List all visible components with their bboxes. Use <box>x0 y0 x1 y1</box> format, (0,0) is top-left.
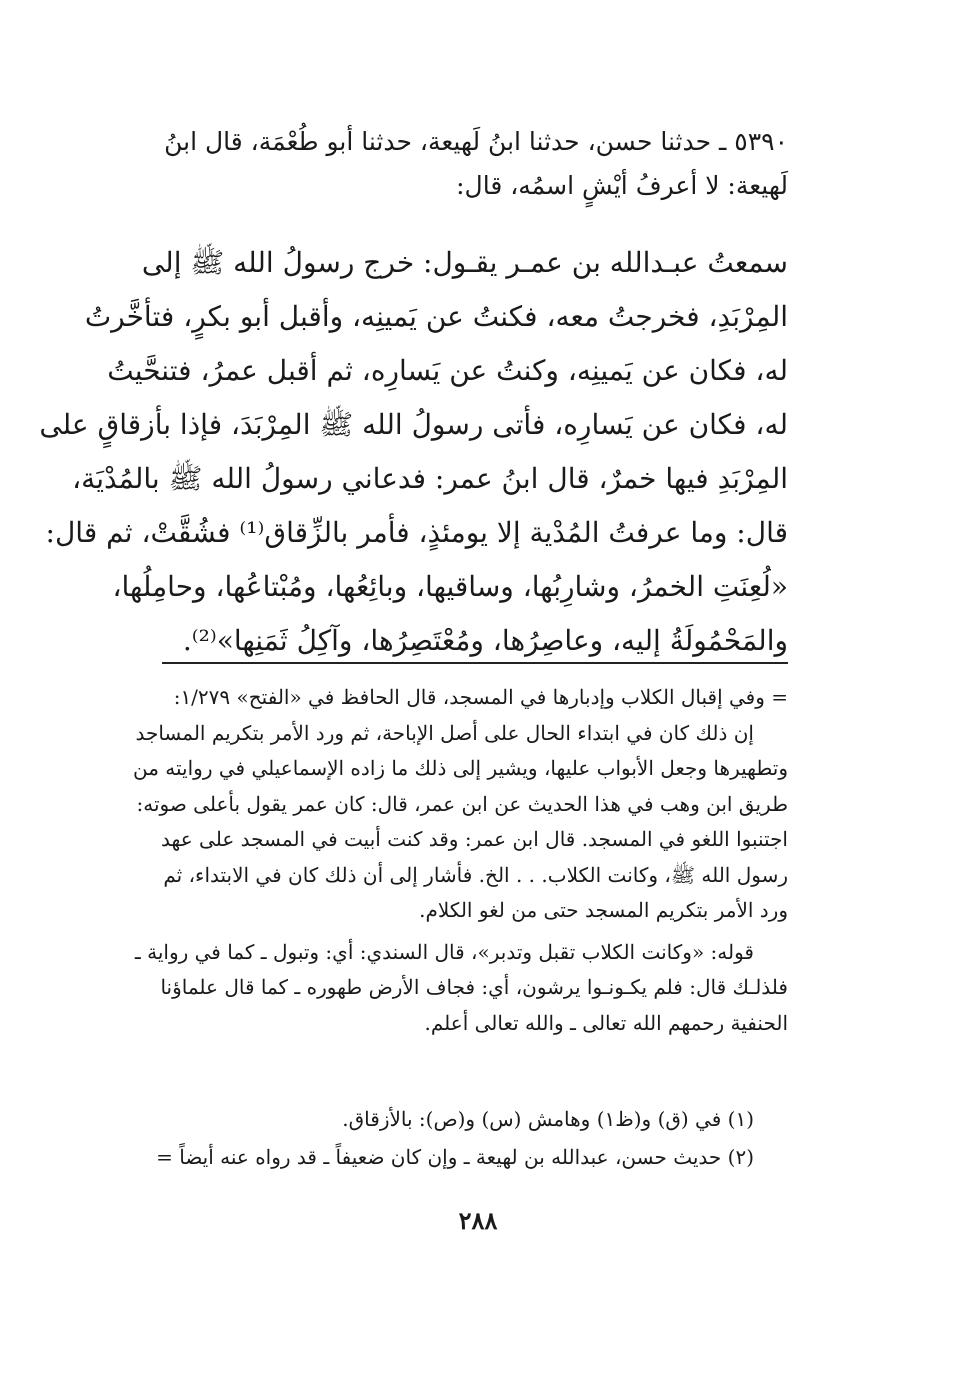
note-line: فلذلـك قال: فلم يكـونـوا يرشون، أي: فجاف الأرض طهوره ـ كما قال علماؤنا <box>160 975 788 999</box>
note-line: اجتنبوا اللغو في المسجد. قال ابن عمر: وقد كنت أبيت في المسجد على عهد <box>161 827 788 851</box>
isnad-line-1: ٥٣٩٠ ـ حدثنا حسن، حدثنا ابنُ لَهيعة، حدثنا أبو طُعْمَة، قال ابنُ <box>164 127 788 156</box>
matn-line: «لُعِنَتِ الخمرُ، وشارِبُها، وساقيها، وبائِعُها، ومُبْتاعُها، وحامِلُها، <box>112 570 788 603</box>
matn-line: له، فكان عن يَمينِه، وكنتُ عن يَسارِه، ثم أقبل عمرُ، فتنحَّيتُ <box>107 354 788 387</box>
footnote-2: (٢) حديث حسن، عبدالله بن لهيعة ـ وإن كان ضعيفاً ـ قد رواه عنه أيضاً = <box>156 1145 754 1169</box>
matn-line: قال: وما عرفتُ المُدْية إلا يومئذٍ، فأمر بالزِّقاق⁽¹⁾ فشُقَّتْ، ثم قال: <box>45 516 788 549</box>
footnotes <box>50 1100 788 1176</box>
note-line: ورد الأمر بتكريم المسجد حتى من لغو الكلام. <box>419 898 788 922</box>
matn-line: المِرْبَدِ، فخرجتُ معه، فكنتُ عن يَمينِه، وأقبل أبو بكرٍ، فتأخَّرتُ <box>84 300 788 333</box>
note-line: = وفي إقبال الكلاب وإدبارها في المسجد، قال الحافظ في «الفتح» ١/٢٧٩: <box>173 685 788 709</box>
matn-line: المِرْبَدِ فيها خمرٌ، قال ابنُ عمر: فدعاني رسولُ الله ﷺ بالمُدْيَة، <box>72 462 788 495</box>
note-line: الحنفية رحمهم الله تعالى ـ والله تعالى أعلم. <box>424 1010 788 1035</box>
isnad-line-2: لَهيعة: لا أعرفُ أيْشٍ اسمُه، قال: <box>456 171 788 200</box>
footnote-divider <box>162 662 788 664</box>
matn-line: والمَحْمُولَةُ إليه، وعاصِرُها، ومُعْتَصِرُها، وآكِلُ ثَمَنِها»⁽²⁾. <box>182 624 788 657</box>
hadith-isnad <box>110 120 788 208</box>
page-number: ٢٨٨ <box>458 1206 498 1235</box>
hadith-matn <box>39 236 788 668</box>
note-line: رسول الله ﷺ، وكانت الكلاب. . . الخ. فأشار إلى أن ذلك كان في الابتداء، ثم <box>163 862 788 887</box>
note-line: وتطهيرها وجعل الأبواب عليها، ويشير إلى ذلك ما زاده الإسماعيلي في روايته من <box>133 756 788 780</box>
note-line: قوله: «وكانت الكلاب تقبل وتدبر»، قال السندي: أي: وتبول ـ كما في رواية ـ <box>134 939 754 964</box>
matn-line: له، فكان عن يَسارِه، فأتى رسولُ الله ﷺ المِرْبَدَ، فإذا بأزقاقٍ على <box>39 408 788 441</box>
note-line: طريق ابن وهب في هذا الحديث عن ابن عمر، قال: كان عمر يقول بأعلى صوته: <box>136 791 788 816</box>
matn-line: سمعتُ عبـدالله بن عمـر يقـول: خرج رسولُ الله ﷺ إلى <box>141 246 788 279</box>
note-line: إن ذلك كان في ابتداء الحال على أصل الإباحة، ثم ورد الأمر بتكريم المساجد <box>135 720 754 745</box>
commentary-notes <box>106 680 788 1041</box>
footnote-1: (١) في (ق) و(ظ١) وهامش (س) و(ص): بالأزقاق. <box>342 1107 754 1131</box>
